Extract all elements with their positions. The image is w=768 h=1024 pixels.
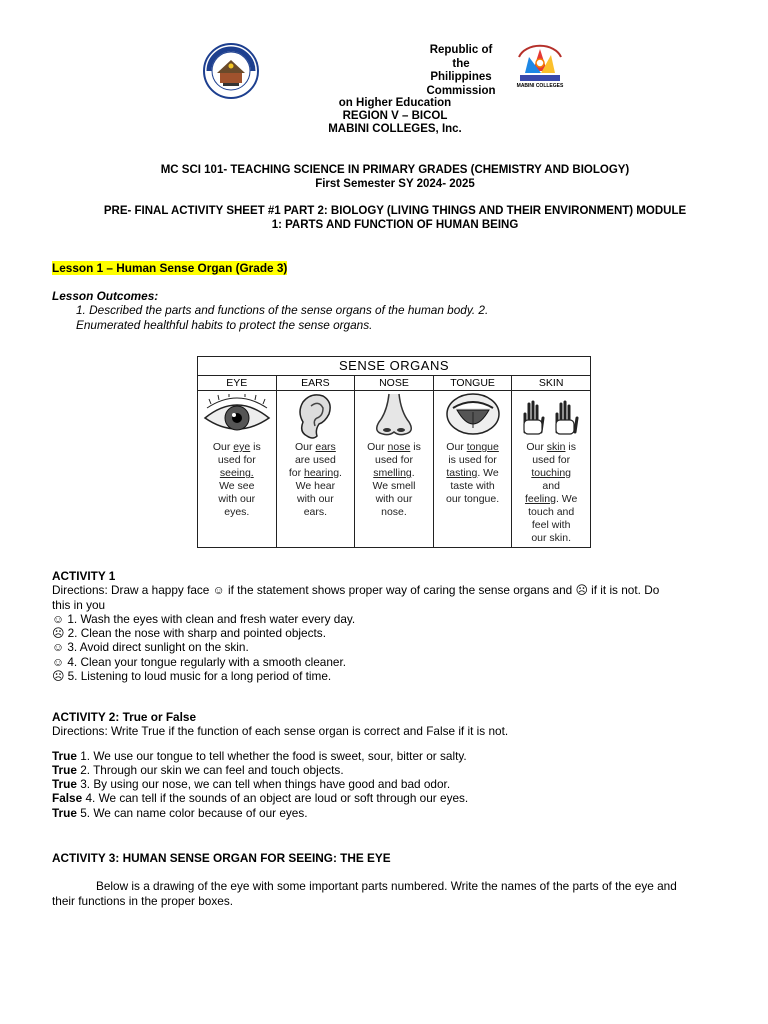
sense-organ-text-line: with our xyxy=(297,493,334,505)
activity-sheet-title-line1: PRE- FINAL ACTIVITY SHEET #1 PART 2: BIOLOGY (LIVING THINGS AND THEIR ENVIRONMENT) MODULE xyxy=(103,205,687,217)
activity1-item: ☺ 3. Avoid direct sunlight on the skin. xyxy=(52,640,249,655)
sense-organ-text-line: feeling. We xyxy=(524,493,578,505)
activity1-section xyxy=(52,569,732,683)
sense-organ-text-line: Our skin is xyxy=(526,441,576,453)
activity2-item xyxy=(52,763,732,777)
sense-organ-text-nose xyxy=(365,441,423,519)
sense-organ-text-line: touch and xyxy=(528,506,575,518)
sense-organ-keyword: seeing. xyxy=(219,467,254,479)
sense-organ-text-line: Our eye is xyxy=(212,441,261,453)
sense-organ-text-line: is used for xyxy=(448,454,497,466)
header-school: MABINI COLLEGES, Inc. xyxy=(328,123,462,135)
sense-organ-text-line: with our xyxy=(218,493,256,505)
sense-organ-head: NOSE xyxy=(355,376,434,390)
sense-organ-text-ears xyxy=(287,441,344,519)
activity3-paragraph-line1: Below is a drawing of the eye with some important parts numbered. Write the names of the parts of the eye and xyxy=(96,879,677,894)
activity2-statement: 3. By using our nose, we can tell when things have good and bad odor. xyxy=(76,777,451,792)
activity2-statement: 5. We can name color because of our eyes. xyxy=(76,805,308,820)
lesson-outcome-line1: 1. Described the parts and functions of the sense organs of the human body. 2. xyxy=(76,303,489,318)
sense-organ-keyword: touching xyxy=(531,467,572,479)
activity1-item: ☹ 5. Listening to loud music for a long period of time. xyxy=(52,669,332,684)
activity2-answer: False xyxy=(52,791,83,806)
header-line: Commission xyxy=(426,84,496,97)
activity1-directions-cont: this in you xyxy=(52,597,106,612)
sense-organ-text-line: nose. xyxy=(381,506,407,518)
activity2-answer: True xyxy=(52,748,77,763)
sense-organ-text-line: used for xyxy=(532,454,571,466)
sense-organ-keyword: ears xyxy=(315,441,336,453)
sense-organ-text-line: for hearing. xyxy=(288,467,342,479)
sense-organ-text-line: taste with xyxy=(450,480,495,492)
lesson-title: Lesson 1 – Human Sense Organ (Grade 3) xyxy=(52,261,288,275)
sense-organ-text-line: We see xyxy=(219,480,255,492)
eye-icon xyxy=(198,391,276,441)
activity2-item xyxy=(52,806,732,820)
sense-organ-text-skin xyxy=(523,441,579,545)
sense-organs-title: SENSE ORGANS xyxy=(198,357,590,376)
sense-organ-head: EYE xyxy=(198,376,277,390)
sense-organ-keyword: nose xyxy=(387,441,411,453)
sense-organ-text-line xyxy=(213,467,261,480)
sense-organ-keyword: tongue xyxy=(466,441,499,453)
sense-organ-text-eye xyxy=(211,441,263,519)
sense-organ-keyword: eye xyxy=(233,441,251,453)
course-line2: First Semester SY 2024- 2025 xyxy=(315,177,475,190)
lesson-title-wrap xyxy=(52,261,287,275)
activity1-title: ACTIVITY 1 xyxy=(52,569,116,583)
activity2-title: ACTIVITY 2: True or False xyxy=(52,710,197,724)
sense-organ-text-tongue xyxy=(444,441,501,506)
school-seal-logo-left xyxy=(203,43,259,99)
activity3-paragraph xyxy=(52,879,732,908)
course-title xyxy=(60,164,730,191)
sense-organ-column-skin xyxy=(512,391,590,547)
sense-organ-column-tongue xyxy=(434,391,513,547)
sense-organ-head: SKIN xyxy=(538,377,564,389)
sense-organ-text-line: feel with xyxy=(531,519,571,531)
activity2-answer: True xyxy=(52,762,77,777)
sense-organ-text-line: tasting. We xyxy=(446,467,499,479)
activity-sheet-title-line2: 1: PARTS AND FUNCTION OF HUMAN BEING xyxy=(271,218,519,231)
sense-organ-text-line: We smell xyxy=(372,480,416,492)
activity2-answer: True xyxy=(52,777,77,792)
tongue-icon xyxy=(434,391,512,441)
sense-organ-text-line: our tongue. xyxy=(446,493,500,505)
sense-organ-keyword: skin xyxy=(546,441,566,453)
header-line: the xyxy=(452,57,470,70)
activity2-directions: Directions: Write True if the function of each sense organ is correct and False if it is not. xyxy=(52,724,509,739)
activity3-title: ACTIVITY 3: HUMAN SENSE ORGAN FOR SEEING: THE EYE xyxy=(52,851,391,865)
header-commission-cont: on Higher Education xyxy=(338,97,452,109)
sense-organ-text-line: and xyxy=(542,480,560,492)
header-region: REGION V – BICOL xyxy=(342,110,448,122)
sense-organs-body-row xyxy=(198,391,590,547)
ear-icon xyxy=(277,391,355,441)
activity2-statement: 1. We use our tongue to tell whether the food is sweet, sour, bitter or salty. xyxy=(76,748,467,763)
svg-text:MABINI COLLEGES: MABINI COLLEGES xyxy=(516,83,564,89)
activity2-section xyxy=(52,710,732,820)
commission-logo-right xyxy=(511,43,569,91)
lesson-outcomes xyxy=(52,289,652,332)
sense-organ-head: EARS xyxy=(277,376,356,390)
activity3-section xyxy=(52,851,732,908)
lesson-outcomes-label: Lesson Outcomes: xyxy=(52,289,159,303)
activity2-item xyxy=(52,749,732,763)
sense-organ-keyword: hearing xyxy=(304,467,340,479)
activity1-item: ☺ 4. Clean your tongue regularly with a smooth cleaner. xyxy=(52,654,347,669)
header-republic xyxy=(415,44,507,98)
lesson-outcome-line2: Enumerated healthful habits to protect the sense organs. xyxy=(76,317,373,332)
sense-organ-text-line: are used xyxy=(294,454,336,466)
activity1-item: ☺ 1. Wash the eyes with clean and fresh water every day. xyxy=(52,611,356,626)
sense-organ-text-line: Our tongue xyxy=(446,441,499,453)
header-line: Republic of xyxy=(429,44,493,56)
sense-organ-keyword: smelling xyxy=(373,467,412,479)
sense-organ-text-line: used for xyxy=(217,454,256,466)
sense-organs-table xyxy=(197,356,591,548)
sense-organ-text-line: our skin. xyxy=(531,532,571,544)
sense-organ-column-nose xyxy=(355,391,434,547)
sense-organ-text-line: Our ears xyxy=(294,441,336,453)
activity2-answer: True xyxy=(52,805,77,820)
sense-organ-head: TONGUE xyxy=(434,376,513,390)
hands-icon xyxy=(512,391,590,441)
sense-organs-header-row xyxy=(198,376,590,391)
sense-organ-text-line: ears. xyxy=(303,506,328,518)
sense-organ-text-line: eyes. xyxy=(224,506,250,518)
sense-organ-text-line xyxy=(525,467,577,480)
course-line1: MC SCI 101- TEACHING SCIENCE IN PRIMARY GRADES (CHEMISTRY AND BIOLOGY) xyxy=(160,164,630,176)
sense-organ-column-eye xyxy=(198,391,277,547)
activity2-item xyxy=(52,777,732,791)
sense-organ-keyword: tasting xyxy=(446,467,478,479)
activity3-paragraph-line2: their functions in the proper boxes. xyxy=(52,893,233,908)
header-line: Philippines xyxy=(430,71,492,83)
activity2-item xyxy=(52,791,732,805)
sense-organ-keyword: feeling xyxy=(524,493,556,505)
activity2-statement: 4. We can tell if the sounds of an object are loud or soft through our eyes. xyxy=(82,791,469,806)
sense-organ-text-line: smelling. xyxy=(373,467,415,479)
sense-organ-text-line: Our nose is xyxy=(367,441,421,453)
sense-organ-text-line: used for xyxy=(375,454,413,466)
nose-icon xyxy=(355,391,433,441)
activity2-statement: 2. Through our skin we can feel and touch objects. xyxy=(76,762,344,777)
activity1-directions: Directions: Draw a happy face ☺ if the statement shows proper way of caring the sense organs and ☹ if it is not. Do xyxy=(52,583,660,598)
sense-organ-text-line: We hear xyxy=(295,480,336,492)
activity1-item: ☹ 2. Clean the nose with sharp and pointed objects. xyxy=(52,626,326,641)
activity-sheet-title xyxy=(40,205,750,232)
sense-organ-text-line: with our xyxy=(375,493,413,505)
sense-organ-column-ears xyxy=(277,391,356,547)
